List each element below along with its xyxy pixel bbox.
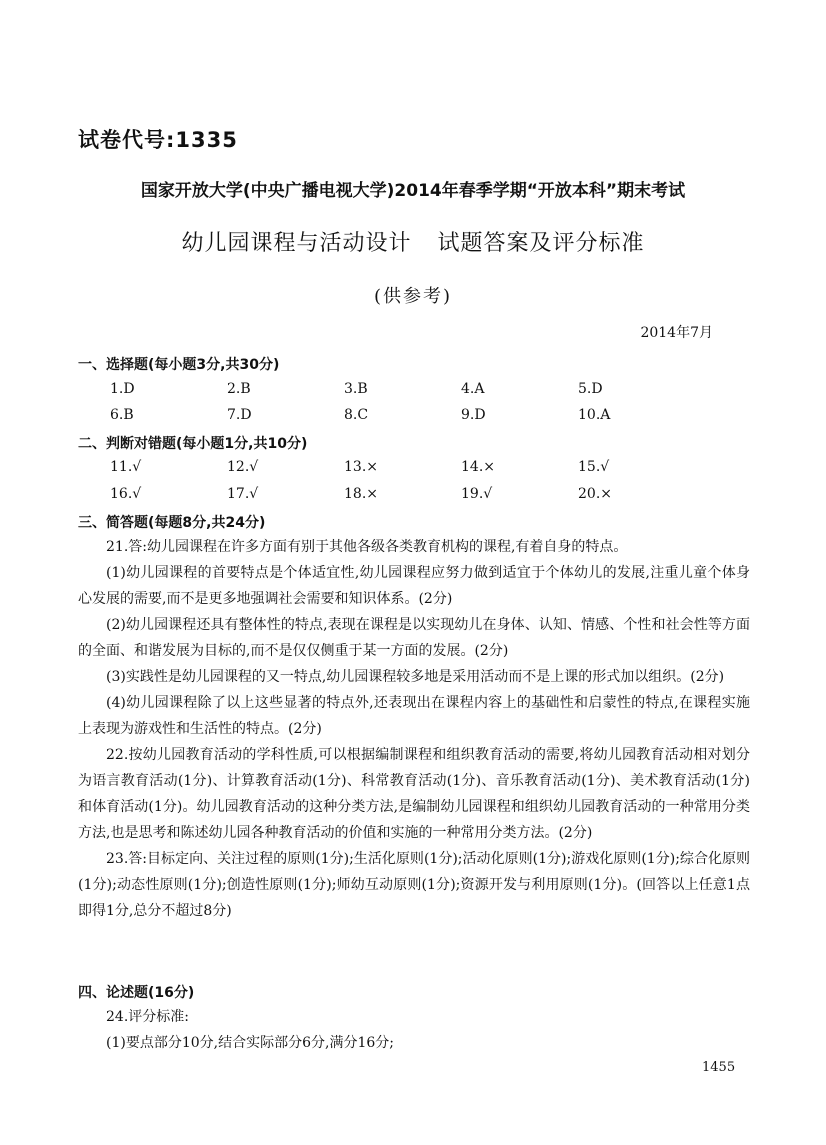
answer-item: 12.√ [227, 459, 259, 475]
page-number: 1455 [702, 1060, 736, 1075]
section2-heading: 二、判断对错题(每小题1分,共10分) [78, 436, 308, 452]
answer-row [0, 407, 826, 427]
answer-paragraph: (2)幼儿园课程还具有整体性的特点,表现在课程是以实现幼儿在身体、认知、情感、个性和社会性等方面的全面、和谐发展为目标的,而不是仅仅侧重于某一方面的发展。(2分) [78, 617, 750, 659]
exam-date: 2014年7月 [640, 325, 713, 341]
section4-heading: 四、论述题(16分) [78, 985, 195, 1001]
answer-item: 2.B [227, 381, 251, 397]
answer-item: 3.B [344, 381, 368, 397]
answer-paragraph: (3)实践性是幼儿园课程的又一特点,幼儿园课程较多地是采用活动而不是上课的形式加以组织。(2分) [106, 669, 725, 685]
answer-paragraph: (4)幼儿园课程除了以上这些显著的特点外,还表现出在课程内容上的基础性和启蒙性的特点,在课程实施上表现为游戏性和生活性的特点。(2分) [78, 695, 750, 737]
answer-item: 20.× [578, 486, 612, 502]
section3-heading: 三、简答题(每题8分,共24分) [78, 515, 266, 531]
document-title [0, 226, 826, 257]
reference-note: (供参考) [373, 286, 453, 307]
answer-item: 8.C [344, 407, 369, 423]
answer-item: 5.D [578, 381, 603, 397]
answer-item: 9.D [461, 407, 486, 423]
answer-item: 4.A [461, 381, 485, 397]
section3-body [78, 534, 750, 924]
answer-item: 19.√ [461, 486, 493, 502]
answer-item: 7.D [227, 407, 252, 423]
university-title: 国家开放大学(中央广播电视大学)2014年春季学期“开放本科”期末考试 [140, 181, 686, 201]
answer-row [0, 486, 826, 506]
answer-item: 1.D [110, 381, 135, 397]
answer-paragraph: (1)要点部分10分,结合实际部分6分,满分16分; [106, 1035, 394, 1051]
answer-paragraph: 23.答:目标定向、关注过程的原则(1分);生活化原则(1分);活动化原则(1分);游戏化原则(1分);综合化原则(1分);动态性原则(1分);创造性原则(1分);师幼互动原则(1分);资源开发与利用原则(1分)。(回答以上任意1点即得1分,总分不超过8分) [78, 851, 750, 919]
answer-item: 16.√ [110, 486, 142, 502]
answer-item: 15.√ [578, 459, 610, 475]
answer-paragraph: 21.答:幼儿园课程在许多方面有别于其他各级各类教育机构的课程,有着自身的特点。 [106, 539, 628, 555]
doc-type-title: 试题答案及评分标准 [437, 231, 645, 256]
answer-paragraph: (1)幼儿园课程的首要特点是个体适宜性,幼儿园课程应努力做到适宜于个体幼儿的发展,注重儿童个体身心发展的需要,而不是更多地强调社会需要和知识体系。(2分) [78, 565, 750, 607]
answer-item: 18.× [344, 486, 378, 502]
answer-item: 10.A [578, 407, 611, 423]
subject-title: 幼儿园课程与活动设计 [181, 231, 412, 256]
exam-code: 试卷代号:1335 [78, 128, 238, 152]
answer-item: 17.√ [227, 486, 259, 502]
section4-body [78, 1004, 750, 1056]
answer-row [0, 381, 826, 401]
section1-heading: 一、选择题(每小题3分,共30分) [78, 357, 280, 373]
answer-item: 14.× [461, 459, 495, 475]
answer-item: 13.× [344, 459, 378, 475]
answer-row [0, 459, 826, 479]
answer-item: 6.B [110, 407, 134, 423]
answer-item: 11.√ [110, 459, 142, 475]
answer-paragraph: 24.评分标准: [106, 1009, 189, 1025]
answer-paragraph: 22.按幼儿园教育活动的学科性质,可以根据编制课程和组织教育活动的需要,将幼儿园教育活动相对划分为语言教育活动(1分)、计算教育活动(1分)、科常教育活动(1分)、音乐教育活动(1分)、美术教育活动(1分)和体育活动(1分)。幼儿园教育活动的这种分类方法,是编制幼儿园课程和组织幼儿园教育活动的一种常用分类方法,也是思考和陈述幼儿园各种教育活动的价值和实施的一种常用分类方法。(2分) [78, 747, 750, 841]
